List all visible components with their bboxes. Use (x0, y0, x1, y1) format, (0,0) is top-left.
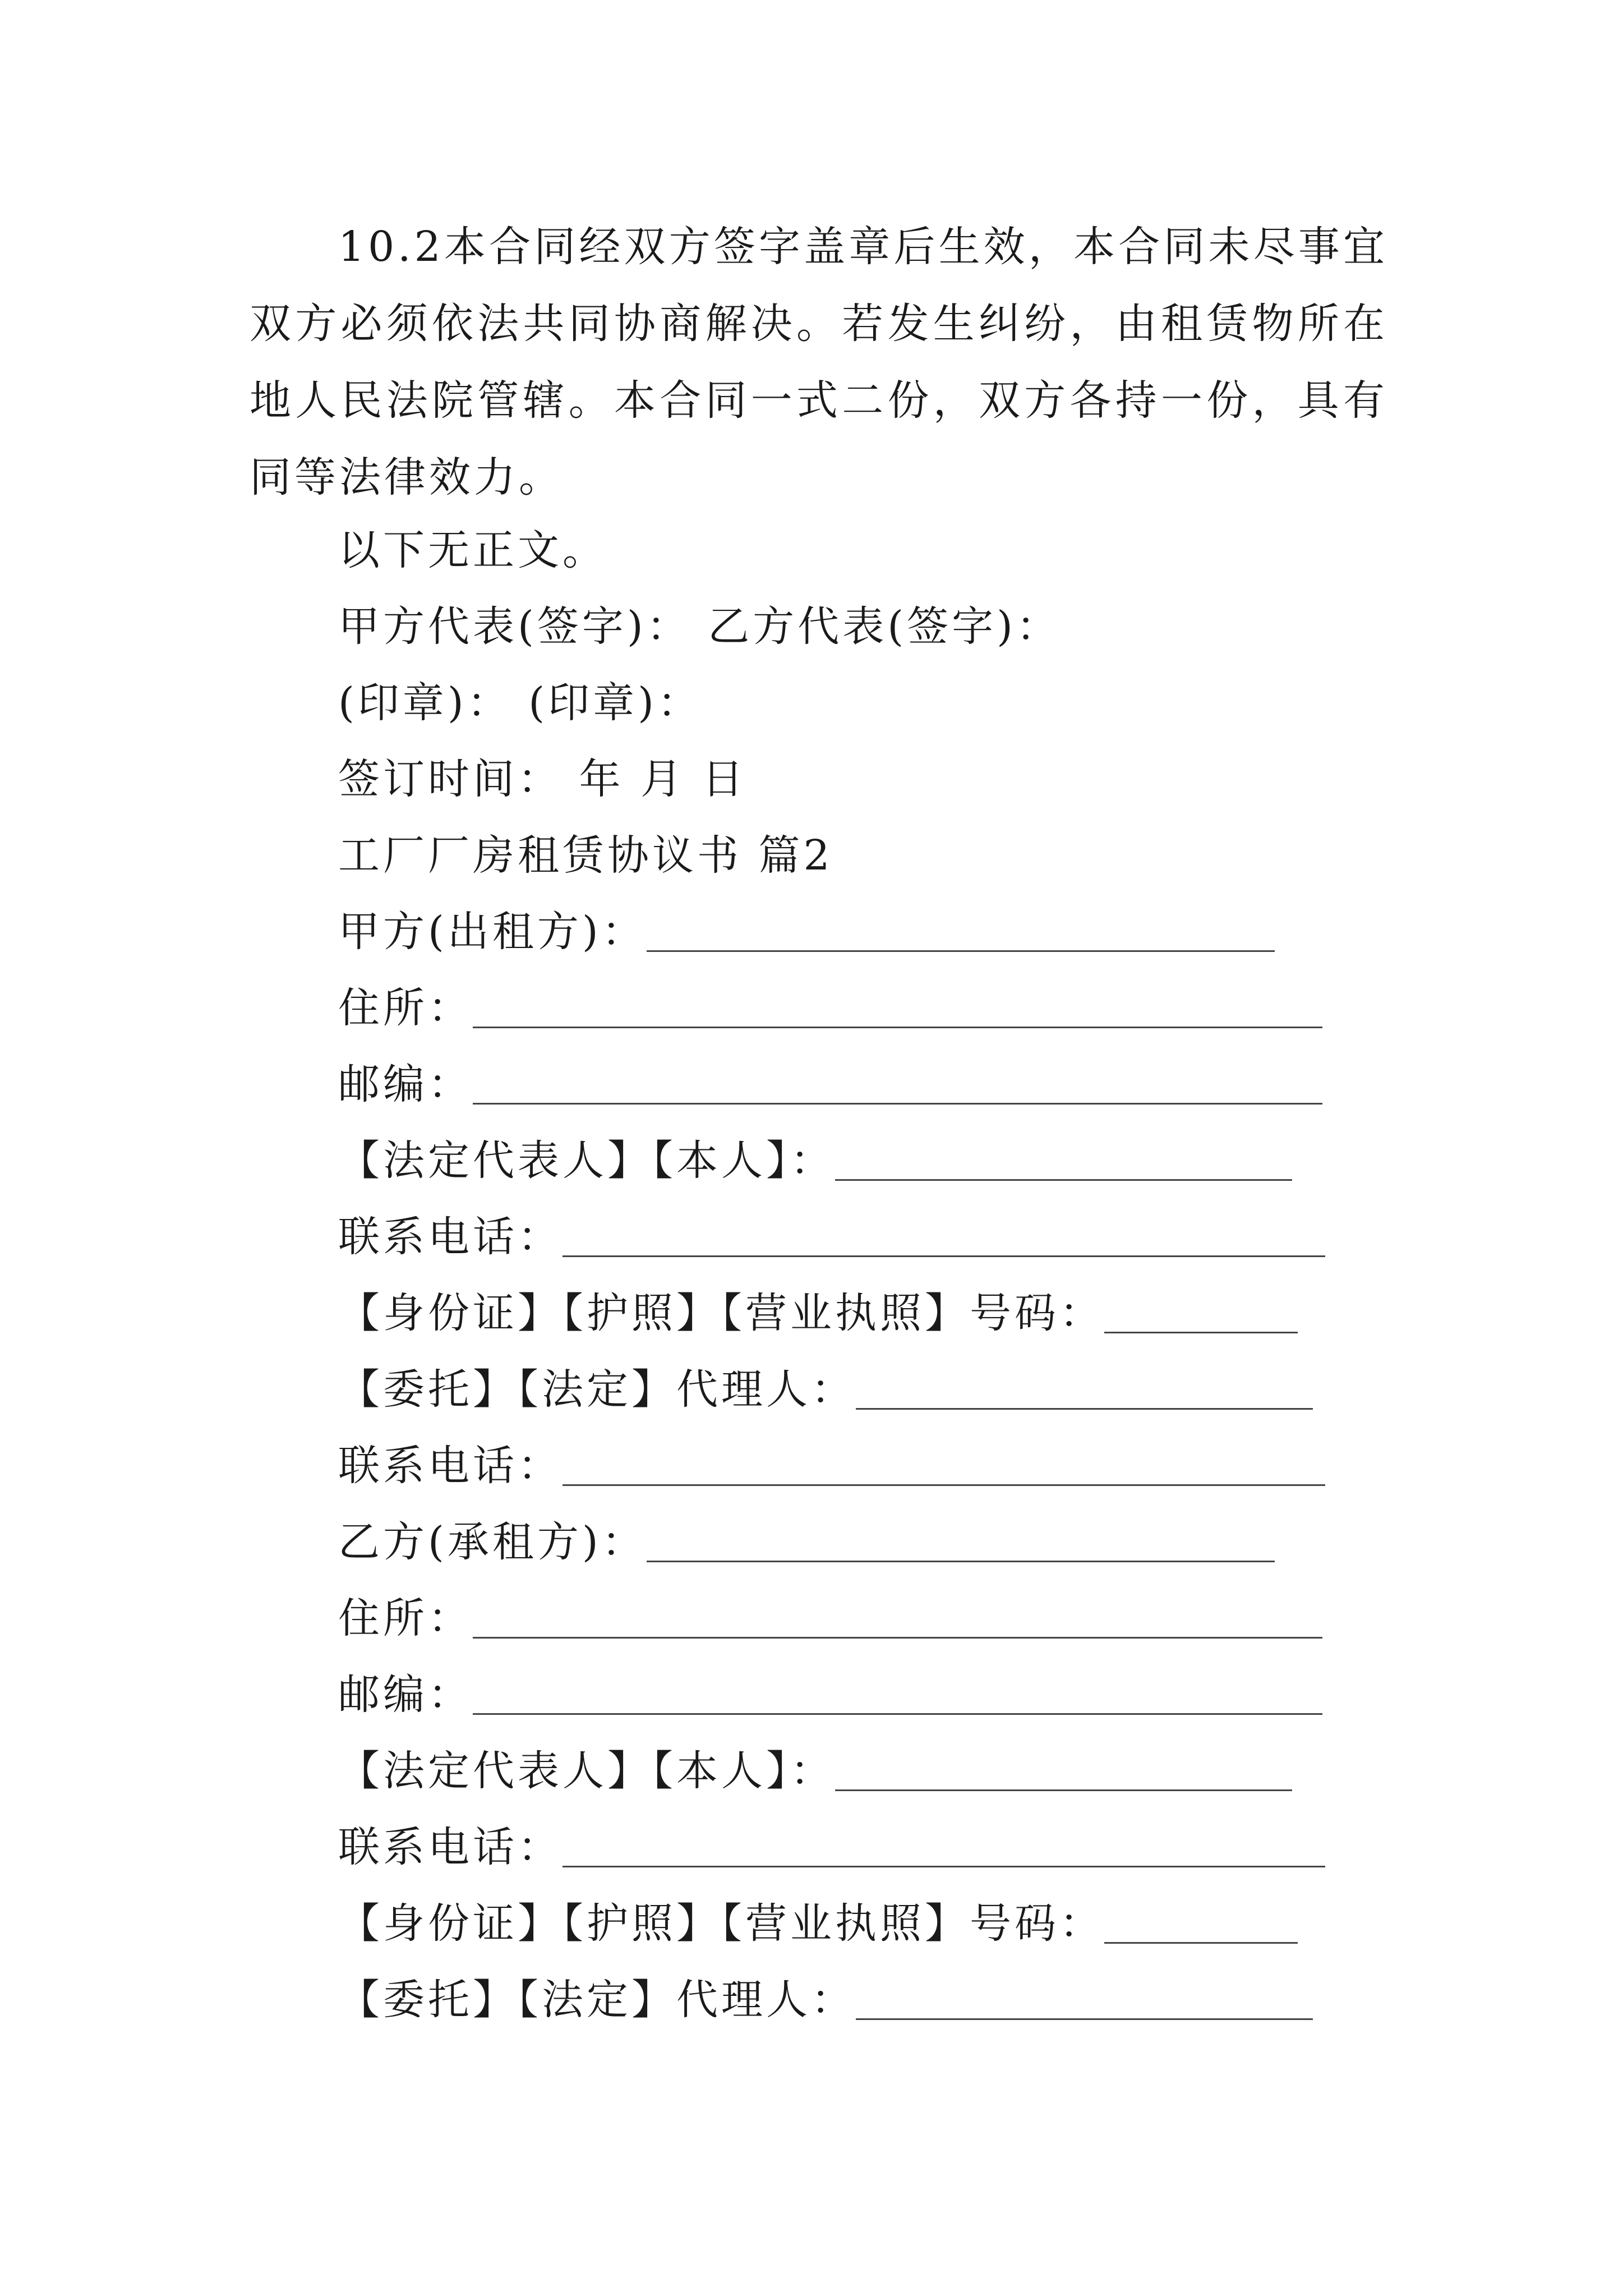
party-a-id-field[interactable] (1104, 1294, 1298, 1333)
party-b-postcode-field[interactable] (473, 1675, 1322, 1715)
party-a-id-row (338, 1282, 1298, 1344)
party-b-name-row (338, 1511, 1275, 1573)
party-b-name-field[interactable] (647, 1522, 1275, 1562)
signature-line: 甲方代表(签字)： 乙方代表(签字)： (338, 602, 1062, 651)
party-b-address-label: 住所： (338, 1594, 473, 1642)
party-a-id-label: 【身份证】【护照】【营业执照】号码： (338, 1289, 1104, 1337)
party-b-rep-label: 【法定代表人】【本人】： (338, 1747, 835, 1795)
party-b-rep-row (338, 1740, 1292, 1802)
party-b-agent-row (338, 1969, 1313, 2031)
section-title: 工厂厂房租赁协议书 篇2 (338, 831, 833, 880)
party-a-phone-row (338, 1206, 1325, 1268)
party-a-rep-row (338, 1130, 1292, 1191)
party-a-agent-row (338, 1359, 1313, 1420)
party-a-address-label: 住所： (338, 984, 473, 1032)
party-b-name-label: 乙方(承租方)： (338, 1518, 647, 1566)
clause-10-2-paragraph: 10.2本合同经双方签字盖章后生效，本合同未尽事宜双方必须依法共同协商解决。若发生纠纷，由租赁物所在地人民法院管辖。本合同一式二份，双方各持一份，具有同等法律效力。 (250, 223, 1388, 501)
party-a-address-field[interactable] (473, 988, 1322, 1028)
party-a-rep-label: 【法定代表人】【本人】： (338, 1137, 835, 1185)
party-b-phone-row (338, 1816, 1325, 1878)
party-a-postcode-label: 邮编： (338, 1060, 473, 1108)
party-a-agent-label: 【委托】【法定】代理人： (338, 1365, 856, 1414)
party-a-phone-label: 联系电话： (338, 1213, 562, 1261)
party-a-name-row (338, 901, 1275, 963)
party-a-postcode-row (338, 1053, 1322, 1115)
no-further-text: 以下无正文。 (338, 526, 607, 574)
party-a-rep-field[interactable] (835, 1141, 1292, 1181)
party-b-id-field[interactable] (1104, 1904, 1298, 1944)
party-b-id-label: 【身份证】【护照】【营业执照】号码： (338, 1899, 1104, 1948)
party-b-phone-label: 联系电话： (338, 1823, 562, 1871)
party-a-agent-field[interactable] (856, 1370, 1313, 1410)
party-a-address-row (338, 977, 1322, 1039)
party-a-postcode-field[interactable] (473, 1065, 1322, 1105)
party-b-agent-field[interactable] (856, 1980, 1313, 2020)
party-a-name-field[interactable] (647, 912, 1275, 952)
party-a-name-label: 甲方(出租方)： (338, 908, 647, 956)
party-b-postcode-label: 邮编： (338, 1671, 473, 1719)
party-b-phone-field[interactable] (562, 1828, 1325, 1867)
party-a-agent-phone-field[interactable] (562, 1446, 1325, 1486)
party-b-agent-label: 【委托】【法定】代理人： (338, 1976, 856, 2024)
party-a-agent-phone-label: 联系电话： (338, 1442, 562, 1490)
party-b-postcode-row (338, 1664, 1322, 1726)
party-a-phone-field[interactable] (562, 1217, 1325, 1257)
party-b-id-row (338, 1893, 1298, 1954)
seal-line: (印章)： (印章)： (338, 679, 703, 727)
party-b-address-field[interactable] (473, 1599, 1322, 1639)
party-b-rep-field[interactable] (835, 1751, 1292, 1791)
party-b-address-row (338, 1588, 1322, 1649)
party-a-agent-phone-row (338, 1435, 1325, 1497)
signing-date-line: 签订时间： 年 月 日 (338, 755, 747, 803)
